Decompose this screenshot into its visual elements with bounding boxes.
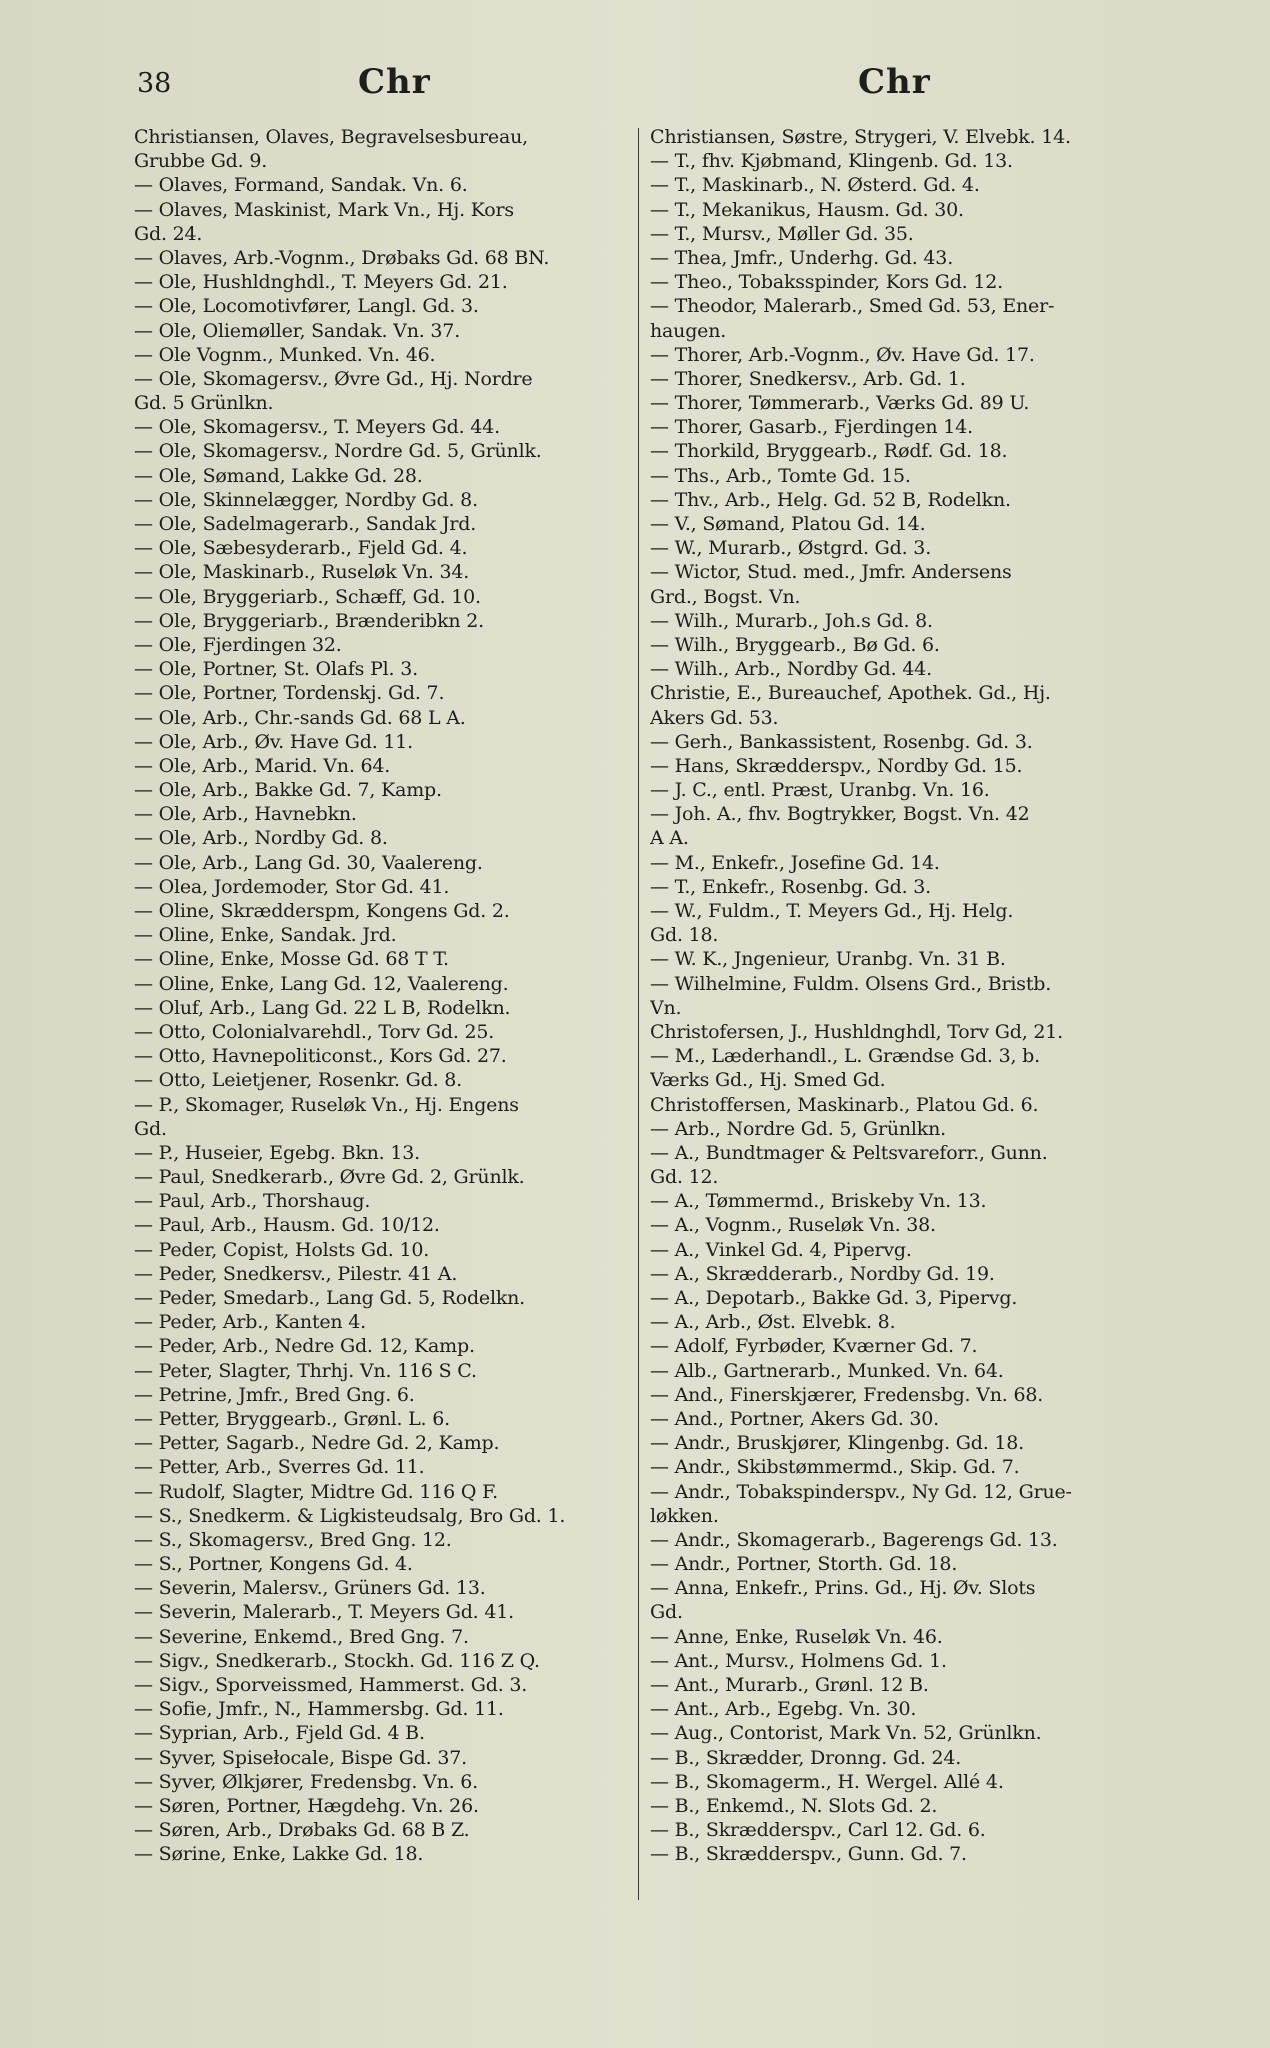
directory-entry-line: — Olaves, Arb.-Vognm., Drøbaks Gd. 68 BN. [134,246,550,269]
directory-entry-line: — Ole Vognm., Munked. Vn. 46. [134,343,436,366]
page-number: 38 [137,68,172,99]
directory-entry-line: — Andr., Portner, Storth. Gd. 18. [650,1553,958,1576]
directory-entry-line: — Ole, Skinnelægger, Nordby Gd. 8. [134,488,478,511]
directory-entry-line: — Peder, Snedkersv., Pilestr. 41 A. [134,1262,458,1285]
directory-entry-line: — Anne, Enke, Ruseløk Vn. 46. [650,1625,943,1648]
directory-entry-line: — Sofie, Jmfr., N., Hammersbg. Gd. 11. [134,1698,504,1721]
directory-entry-line: — Syver, Ølkjører, Fredensbg. Vn. 6. [134,1770,479,1793]
directory-entry-line: — W., Fuldm., T. Meyers Gd., Hj. Helg. [650,900,1014,922]
directory-entry-line: — Petrine, Jmfr., Bred Gng. 6. [134,1383,415,1406]
directory-entry-line: — Paul, Arb., Hausm. Gd. 10/12. [134,1214,440,1237]
directory-entry-line: — A., Depotarb., Bakke Gd. 3, Pipervg. [650,1287,1018,1309]
directory-entry-line: — Severin, Malerarb., T. Meyers Gd. 41. [134,1601,514,1624]
directory-entry-line: — Otto, Leietjener, Rosenkr. Gd. 8. [134,1069,463,1092]
directory-entry-line: — Alb., Gartnerarb., Munked. Vn. 64. [650,1359,1004,1382]
directory-entry-line: — Ole, Sæbesyderarb., Fjeld Gd. 4. [134,537,468,560]
directory-entry-line: — Oline, Enke, Lang Gd. 12, Vaalereng. [134,972,509,995]
directory-entry-line: Grubbe Gd. 9. [134,150,268,173]
directory-entry-line: — T., Mekanikus, Hausm. Gd. 30. [650,198,964,221]
directory-entry-line: — Ole, Arb., Øv. Have Gd. 11. [134,730,413,753]
directory-entry-line: — P., Huseier, Egebg. Bkn. 13. [134,1141,420,1164]
left-column [134,125,622,1867]
directory-entry-line: Gd. [650,1601,683,1624]
directory-entry-line: — Peder, Copist, Holsts Gd. 10. [134,1238,430,1261]
directory-entry-line: — B., Skrædder, Dronng. Gd. 24. [650,1746,962,1769]
directory-entry-line: — And., Portner, Akers Gd. 30. [650,1407,939,1430]
directory-entry-line: — T., fhv. Kjøbmand, Klingenb. Gd. 13. [650,150,1013,173]
directory-entry-line: — Ole, Skomagersv., T. Meyers Gd. 44. [134,416,500,439]
directory-entry-line: — Anna, Enkefr., Prins. Gd., Hj. Øv. Slots [650,1577,1036,1600]
directory-entry-line: — W. K., Jngenieur, Uranbg. Vn. 31 B. [650,948,1006,971]
directory-entry-line: — Thorer, Arb.-Vognm., Øv. Have Gd. 17. [650,343,1035,366]
directory-entry-line: — B., Skomagerm., H. Wergel. Allé 4. [650,1770,1004,1793]
directory-entry-line: Akers Gd. 53. [650,706,779,729]
directory-entry-line: — Oline, Enke, Mosse Gd. 68 T T. [134,948,449,971]
running-head-right: Chr [858,62,931,102]
directory-entry-line: — Thorkild, Bryggearb., Rødf. Gd. 18. [650,440,1008,463]
directory-entry-line: — T., Maskinarb., N. Østerd. Gd. 4. [650,174,980,197]
directory-entry-line: — Oline, Skrædderspm, Kongens Gd. 2. [134,900,510,922]
directory-entry-line: — Ole, Arb., Chr.-sands Gd. 68 L A. [134,706,466,729]
directory-entry-line: — Ole, Arb., Havnebkn. [134,803,357,826]
directory-entry-line: — Ole, Arb., Nordby Gd. 8. [134,827,388,850]
page-header [0,62,1270,112]
directory-entry-line: — A., Skrædderarb., Nordby Gd. 19. [650,1262,995,1285]
directory-entry-line: — Thea, Jmfr., Underhg. Gd. 43. [650,246,954,269]
directory-entry-line: — V., Sømand, Platou Gd. 14. [650,513,926,535]
directory-entry-line: — Theodor, Malerarb., Smed Gd. 53, Ener- [650,295,1055,318]
directory-entry-line: — Ole, Skomagersv., Nordre Gd. 5, Grünlk. [134,440,542,463]
directory-entry-line: — Andr., Skibstømmermd., Skip. Gd. 7. [650,1456,1020,1479]
directory-entry-line: — Rudolf, Slagter, Midtre Gd. 116 Q F. [134,1480,498,1503]
directory-entry-line: — Peter, Slagter, Thrhj. Vn. 116 S C. [134,1359,477,1382]
directory-entry-line: — Joh. A., fhv. Bogtrykker, Bogst. Vn. 42 [650,803,1030,826]
directory-entry-line: — M., Enkefr., Josefine Gd. 14. [650,851,940,874]
directory-entry-line: — Wilh., Bryggearb., Bø Gd. 6. [650,633,940,656]
directory-entry-line: — Otto, Colonialvarehdl., Torv Gd. 25. [134,1020,495,1043]
directory-entry-line: — B., Skrædderspv., Gunn. Gd. 7. [650,1843,967,1866]
directory-entry-line: — Otto, Havnepoliticonst., Kors Gd. 27. [134,1045,507,1068]
directory-entry-line: — Severin, Malersv., Grüners Gd. 13. [134,1577,486,1600]
directory-entry-line: — Hans, Skrædderspv., Nordby Gd. 15. [650,754,1023,777]
directory-entry-line: — Ole, Portner, St. Olafs Pl. 3. [134,658,418,681]
directory-entry-line: Gd. 18. [650,924,719,947]
directory-entry-line: — Olaves, Maskinist, Mark Vn., Hj. Kors [134,198,514,221]
directory-entry-line: Christiansen, Søstre, Strygeri, V. Elvebk. 14. [650,126,1071,148]
directory-entry-line: — Petter, Arb., Sverres Gd. 11. [134,1456,425,1479]
directory-entry-line: Gd. 5 Grünlkn. [134,392,274,415]
directory-entry-line: Christie, E., Bureauchef, Apothek. Gd., Hj. [650,682,1051,705]
directory-entry-line: — Thv., Arb., Helg. Gd. 52 B, Rodelkn. [650,488,1011,511]
directory-entry-line: — Ole, Arb., Bakke Gd. 7, Kamp. [134,779,442,802]
directory-entry-line: Værks Gd., Hj. Smed Gd. [650,1069,886,1092]
directory-entry-line: — Ole, Sømand, Lakke Gd. 28. [134,464,423,487]
directory-entry-line: — Ole, Arb., Marid. Vn. 64. [134,754,391,777]
directory-entry-line: — A., Vinkel Gd. 4, Pipervg. [650,1238,912,1261]
directory-entry-line: — Petter, Bryggearb., Grønl. L. 6. [134,1407,450,1430]
directory-entry-line: Christiansen, Olaves, Begravelsesbureau, [134,126,528,148]
directory-entry-line: — Adolf, Fyrbøder, Kværner Gd. 7. [650,1335,978,1358]
directory-entry-line: — Ole, Locomotivfører, Langl. Gd. 3. [134,295,479,318]
directory-entry-line: — Ole, Arb., Lang Gd. 30, Vaalereng. [134,851,483,874]
directory-entry-line: — Peder, Smedarb., Lang Gd. 5, Rodelkn. [134,1287,526,1309]
directory-entry-line: — Andr., Bruskjører, Klingenbg. Gd. 18. [650,1432,1025,1455]
directory-entry-line: — Andr., Tobakspinderspv., Ny Gd. 12, Grue- [650,1480,1072,1503]
directory-entry-line: — Theo., Tobaksspinder, Kors Gd. 12. [650,271,1003,294]
directory-entry-line: — Paul, Arb., Thorshaug. [134,1190,371,1213]
directory-entry-line: — Olaves, Formand, Sandak. Vn. 6. [134,174,468,197]
directory-entry-line: — Ole, Bryggeriarb., Schæff, Gd. 10. [134,585,481,608]
directory-entry-line: — Aug., Contorist, Mark Vn. 52, Grünlkn. [650,1722,1042,1745]
directory-entry-line: — Olea, Jordemoder, Stor Gd. 41. [134,875,450,898]
directory-entry-line: — Ant., Mursv., Holmens Gd. 1. [650,1649,947,1672]
directory-entry-line: — Ole, Fjerdingen 32. [134,633,342,656]
directory-entry-line: — Sørine, Enke, Lakke Gd. 18. [134,1843,424,1866]
directory-entry-line: — Syver, Spisełocale, Bispe Gd. 37. [134,1746,467,1769]
directory-entry-line: Gd. [134,1117,167,1140]
directory-entry-line: — Søren, Portner, Hægdehg. Vn. 26. [134,1794,479,1817]
directory-entry-line: — And., Finerskjærer, Fredensbg. Vn. 68. [650,1383,1044,1406]
directory-entry-line: A A. [650,827,689,850]
directory-entry-line: — Severine, Enkemd., Bred Gng. 7. [134,1625,469,1648]
directory-entry-line: — Syprian, Arb., Fjeld Gd. 4 B. [134,1722,425,1745]
directory-entry-line: — Ant., Murarb., Grønl. 12 B. [650,1674,929,1696]
directory-entry-line: — Oline, Enke, Sandak. Jrd. [134,924,397,947]
directory-entry-line: — Wilh., Arb., Nordby Gd. 44. [650,658,932,681]
directory-entry-line: — Peder, Arb., Nedre Gd. 12, Kamp. [134,1335,475,1358]
directory-entry-line: — Petter, Sagarb., Nedre Gd. 2, Kamp. [134,1432,500,1455]
directory-entry-line: — Peder, Arb., Kanten 4. [134,1311,367,1334]
directory-entry-line: — Oluf, Arb., Lang Gd. 22 L B, Rodelkn. [134,996,511,1019]
directory-entry-line: — Thorer, Tømmerarb., Værks Gd. 89 U. [650,392,1030,415]
directory-entry-line: — M., Læderhandl., L. Grændse Gd. 3, b. [650,1045,1040,1068]
directory-entry-line: — Ole, Oliemøller, Sandak. Vn. 37. [134,319,461,342]
directory-entry-line: — S., Portner, Kongens Gd. 4. [134,1553,413,1576]
directory-entry-line: — P., Skomager, Ruseløk Vn., Hj. Engens [134,1093,519,1116]
right-column [650,125,1142,1867]
directory-entry-line: haugen. [650,319,727,342]
directory-entry-line: — Ths., Arb., Tomte Gd. 15. [650,464,911,487]
directory-entry-line: — A., Bundtmager & Peltsvareforr., Gunn. [650,1141,1048,1164]
directory-entry-line: — Søren, Arb., Drøbaks Gd. 68 B Z. [134,1819,470,1842]
directory-entry-line: — Wilh., Murarb., Joh.s Gd. 8. [650,609,933,632]
directory-entry-line: — T., Mursv., Møller Gd. 35. [650,222,914,245]
directory-entry-line: — Ole, Portner, Tordenskj. Gd. 7. [134,682,445,705]
directory-entry-line: løkken. [650,1504,719,1527]
directory-entry-line: — Wictor, Stud. med., Jmfr. Andersens [650,561,1012,584]
directory-entry-line: — Ant., Arb., Egebg. Vn. 30. [650,1698,917,1721]
running-head-left: Chr [358,62,431,102]
directory-entry-line: — Ole, Maskinarb., Ruseløk Vn. 34. [134,561,470,584]
directory-entry-line: — A., Arb., Øst. Elvebk. 8. [650,1311,896,1334]
directory-entry-line: — J. C., entl. Præst, Uranbg. Vn. 16. [650,779,990,802]
directory-entry-line: — Thorer, Gasarb., Fjerdingen 14. [650,416,973,439]
directory-entry-line: — Ole, Sadelmagerarb., Sandak Jrd. [134,513,477,535]
directory-entry-line: — Wilhelmine, Fuldm. Olsens Grd., Bristb. [650,972,1052,995]
directory-entry-line: Gd. 24. [134,222,203,245]
directory-entry-line: — A., Vognm., Ruseløk Vn. 38. [650,1214,936,1237]
directory-entry-line: Grd., Bogst. Vn. [650,585,801,608]
directory-entry-line: — B., Skrædderspv., Carl 12. Gd. 6. [650,1819,986,1842]
directory-entry-line: — Ole, Skomagersv., Øvre Gd., Hj. Nordre [134,367,533,390]
directory-entry-line: — Thorer, Snedkersv., Arb. Gd. 1. [650,367,966,390]
directory-entry-line: Vn. [650,996,682,1019]
directory-entry-line: — Ole, Hushldnghdl., T. Meyers Gd. 21. [134,271,508,294]
directory-entry-line: — A., Tømmermd., Briskeby Vn. 13. [650,1190,987,1213]
directory-entry-line: — S., Snedkerm. & Ligkisteudsalg, Bro Gd. 1. [134,1504,566,1527]
directory-entry-line: — Sigv., Sporveissmed, Hammerst. Gd. 3. [134,1674,528,1696]
directory-entry-line: — Andr., Skomagerarb., Bagerengs Gd. 13. [650,1528,1058,1551]
directory-entry-line: — S., Skomagersv., Bred Gng. 12. [134,1528,452,1551]
directory-entry-line: Gd. 12. [650,1166,719,1189]
directory-entry-line: — B., Enkemd., N. Slots Gd. 2. [650,1794,938,1817]
directory-entry-line: — Paul, Snedkerarb., Øvre Gd. 2, Grünlk. [134,1166,525,1189]
directory-entry-line: — Sigv., Snedkerarb., Stockh. Gd. 116 Z Q. [134,1649,540,1672]
directory-entry-line: Christoffersen, Maskinarb., Platou Gd. 6. [650,1093,1039,1116]
column-divider [638,128,639,1900]
directory-entry-line: Christofersen, J., Hushldnghdl, Torv Gd, 21. [650,1020,1064,1043]
directory-entry-line: — T., Enkefr., Rosenbg. Gd. 3. [650,875,931,898]
directory-entry-line: — W., Murarb., Østgrd. Gd. 3. [650,537,932,560]
directory-entry-line: — Arb., Nordre Gd. 5, Grünlkn. [650,1117,946,1140]
directory-entry-line: — Ole, Bryggeriarb., Brænderibkn 2. [134,609,485,632]
directory-entry-line: — Gerh., Bankassistent, Rosenbg. Gd. 3. [650,730,1033,753]
